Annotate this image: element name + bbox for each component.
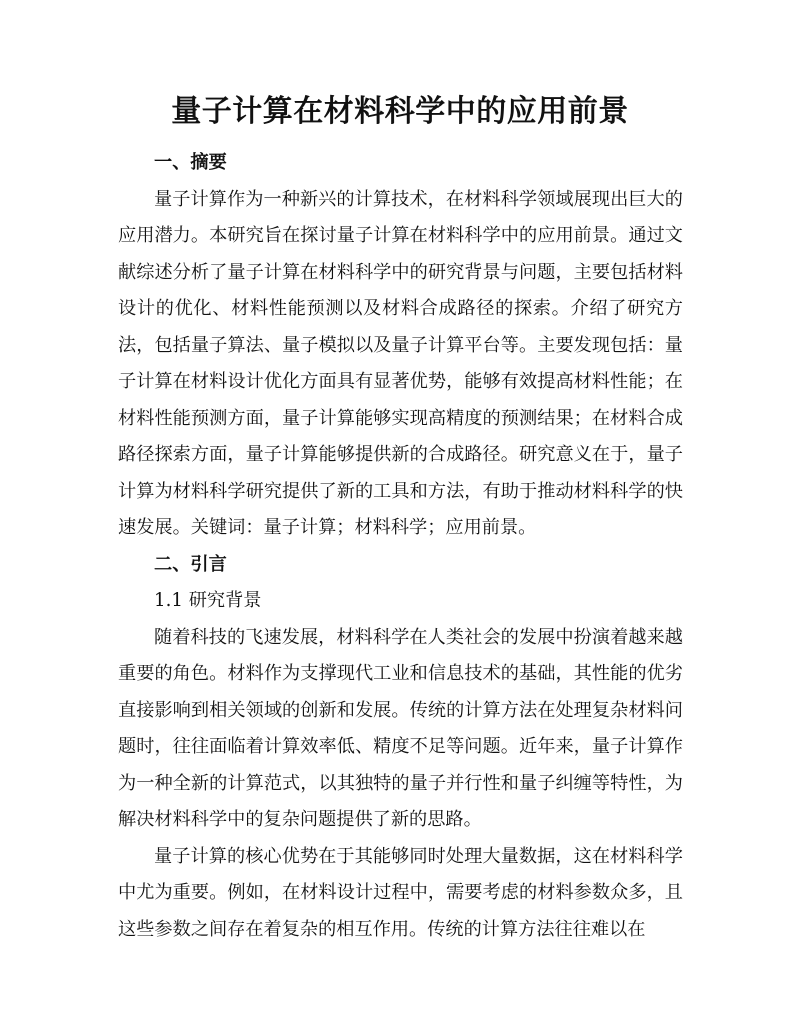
background-paragraph-1: 随着科技的飞速发展，材料科学在人类社会的发展中扮演着越来越重要的角色。材料作为支撑现代工业和信息技术的基础，其性能的优劣直接影响到相关领域的创新和发展。传统的计算方法在处理复杂材料问题时，往往面临着计算效率低、精度不足等问题。近年来，量子计算作为一种全新的计算范式，以其独特的量子并行性和量子纠缠等特性，为解决材料科学中的复杂问题提供了新的思路。 xyxy=(118,626,683,830)
subsection-heading: 1.1 研究背景 xyxy=(154,590,262,611)
intro-heading: 二、引言 xyxy=(154,553,227,575)
document-body xyxy=(118,145,683,948)
document-title: 量子计算在材料科学中的应用前景 xyxy=(171,94,629,129)
abstract-paragraph: 量子计算作为一种新兴的计算技术，在材料科学领域展现出巨大的应用潜力。本研究旨在探讨量子计算在材料科学中的应用前景。通过文献综述分析了量子计算在材料科学中的研究背景与问题，主要包括材料设计的优化、材料性能预测以及材料合成路径的探索。介绍了研究方法，包括量子算法、量子模拟以及量子计算平台等。主要发现包括：量子计算在材料设计优化方面具有显著优势，能够有效提高材料性能；在材料性能预测方面，量子计算能够实现高精度的预测结果；在材料合成路径探索方面，量子计算能够提供新的合成路径。研究意义在于，量子计算为材料科学研究提供了新的工具和方法，有助于推动材料科学的快速发展。关键词：量子计算；材料科学；应用前景。 xyxy=(118,188,683,538)
abstract-heading: 一、摘要 xyxy=(154,152,227,173)
background-paragraph-2: 量子计算的核心优势在于其能够同时处理大量数据，这在材料科学中尤为重要。例如，在材料设计过程中，需要考虑的材料参数众多，且这些参数之间存在着复杂的相互作用。传统的计算方法往往难以在 xyxy=(118,845,683,940)
